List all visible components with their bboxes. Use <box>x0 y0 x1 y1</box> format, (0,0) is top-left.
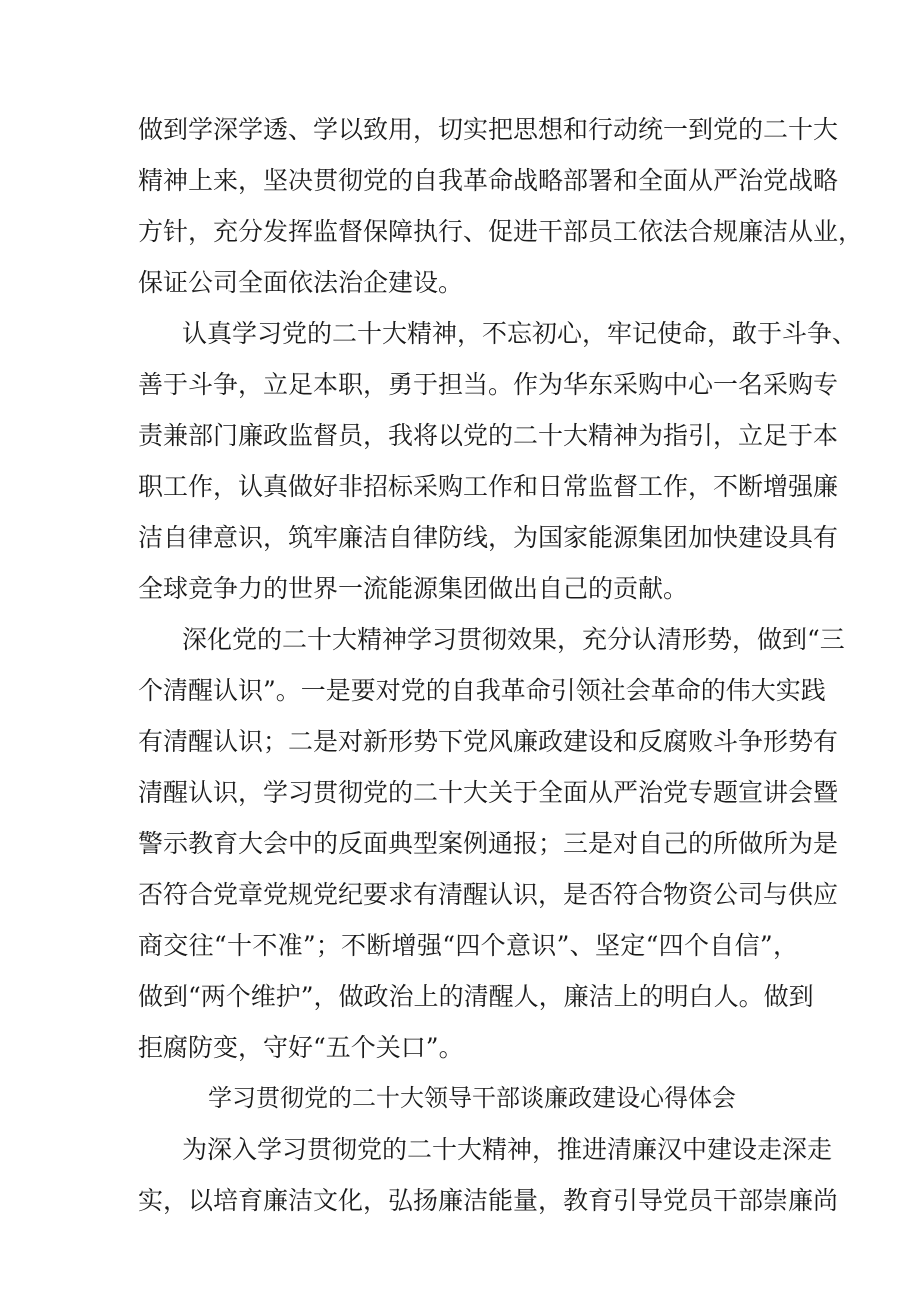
text-line: 洁自律意识，筑牢廉洁自律防线，为国家能源集团加快建设具有 <box>138 523 839 552</box>
text-line: 职工作，认真做好非招标采购工作和日常监督工作，不断增强廉 <box>138 472 839 501</box>
text-line: 善于斗争，立足本职，勇于担当。作为华东采购中心一名采购专 <box>138 370 839 399</box>
text-line: 个清醒认识”。一是要对党的自我革命引领社会革命的伟大实践 <box>138 676 826 705</box>
text-line: 精神上来，坚决贯彻党的自我革命战略部署和全面从严治党战略 <box>138 166 839 195</box>
paragraph-first-line: 为深入学习贯彻党的二十大精神，推进清廉汉中建设走深走 <box>182 1135 833 1164</box>
section-title: 学习贯彻党的二十大领导干部谈廉政建设心得体会 <box>208 1084 736 1112</box>
paragraph-first-line: 深化党的二十大精神学习贯彻效果，充分认清形势，做到“三 <box>182 625 845 654</box>
text-line: 方针，充分发挥监督保障执行、促进干部员工依法合规廉洁从业， <box>138 217 864 246</box>
text-line: 实，以培育廉洁文化，弘扬廉洁能量，教育引导党员干部崇廉尚 <box>138 1186 839 1215</box>
text-line: 做到学深学透、学以致用，切实把思想和行动统一到党的二十大 <box>138 115 839 144</box>
text-line: 清醒认识，学习贯彻党的二十大关于全面从严治党专题宣讲会暨 <box>138 778 839 807</box>
paragraph-first-line: 认真学习党的二十大精神，不忘初心，牢记使命，敢于斗争、 <box>182 319 858 348</box>
text-line: 商交往“十不准”；不断增强“四个意识”、坚定“四个自信”， <box>138 931 798 960</box>
text-line: 做到“两个维护”，做政治上的清醒人，廉洁上的明白人。做到 <box>138 982 814 1011</box>
text-line: 警示教育大会中的反面典型案例通报；三是对自己的所做所为是 <box>138 829 839 858</box>
text-line: 拒腐防变，守好“五个关口”。 <box>138 1033 464 1062</box>
text-line: 保证公司全面依法治企建设。 <box>138 268 464 297</box>
document-body <box>138 104 864 1226</box>
text-line: 全球竞争力的世界一流能源集团做出自己的贡献。 <box>138 574 689 603</box>
text-line: 有清醒认识；二是对新形势下党风廉政建设和反腐败斗争形势有 <box>138 727 839 756</box>
text-line: 责兼部门廉政监督员，我将以党的二十大精神为指引，立足于本 <box>138 421 839 450</box>
text-line: 否符合党章党规党纪要求有清醒认识，是否符合物资公司与供应 <box>138 880 839 909</box>
